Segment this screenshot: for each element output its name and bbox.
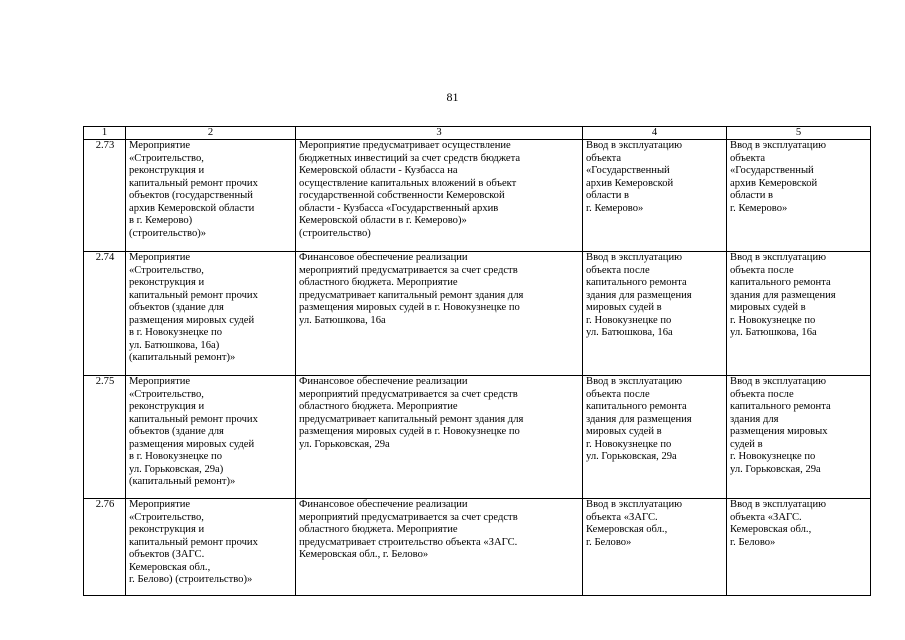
description-line: областного бюджета. Мероприятие bbox=[299, 401, 458, 412]
measure-name-line: капитальный ремонт прочих bbox=[129, 177, 258, 189]
result-line: Ввод в эксплуатацию bbox=[730, 140, 827, 151]
measure-name-line: (строительство)» bbox=[129, 227, 207, 239]
result-line: объекта bbox=[586, 152, 622, 164]
measure-name-line: объектов (государственный bbox=[129, 190, 253, 201]
measure-description-cell bbox=[296, 252, 583, 376]
measure-name-cell bbox=[126, 140, 296, 252]
result-line: г. Новокузнецке по bbox=[730, 314, 816, 326]
measure-name-line: Мероприятие bbox=[129, 499, 191, 510]
result-line: ул. Горьковская, 29а bbox=[586, 451, 677, 462]
description-line: ул. Батюшкова, 16а bbox=[299, 314, 386, 326]
result-cell-col5 bbox=[727, 140, 871, 252]
measure-name-line: (капитальный ремонт)» bbox=[129, 476, 236, 487]
result-cell-col4 bbox=[583, 140, 727, 252]
measure-name-line: «Строительство, bbox=[129, 264, 204, 276]
result-line: объекта «ЗАГС. bbox=[586, 511, 658, 523]
measure-name-line: в г. Кемерово) bbox=[129, 215, 193, 226]
description-line: областного бюджета. Мероприятие bbox=[299, 524, 458, 535]
result-line: здания для размещения bbox=[586, 289, 692, 301]
measures-table bbox=[83, 126, 871, 596]
result-line: «Государственный bbox=[730, 165, 814, 176]
measure-name-line: капитальный ремонт прочих bbox=[129, 413, 258, 425]
table-row bbox=[84, 376, 871, 499]
row-number: 2.76 bbox=[84, 499, 126, 596]
measure-name-line: ул. Батюшкова, 16а) bbox=[129, 339, 220, 351]
measure-name-line: капитальный ремонт прочих bbox=[129, 536, 258, 548]
measure-name-cell bbox=[126, 252, 296, 376]
header-cell-3: 3 bbox=[296, 127, 583, 140]
measure-name-line: Мероприятие bbox=[129, 252, 191, 263]
table-row bbox=[84, 140, 871, 252]
result-line: архив Кемеровской bbox=[586, 177, 674, 189]
table-row bbox=[84, 499, 871, 596]
measure-name-line: «Строительство, bbox=[129, 388, 204, 400]
result-line: «Государственный bbox=[586, 165, 670, 176]
description-line: области - Кузбасса «Государственный архив bbox=[299, 202, 499, 214]
result-cell-col5 bbox=[727, 376, 871, 499]
description-line: Кемеровская обл., г. Белово» bbox=[299, 549, 429, 560]
result-line: Ввод в эксплуатацию bbox=[586, 499, 683, 510]
result-line: ул. Батюшкова, 16а bbox=[730, 327, 817, 338]
result-cell-col4 bbox=[583, 252, 727, 376]
result-line: Ввод в эксплуатацию bbox=[730, 499, 827, 510]
result-line: г. Белово» bbox=[586, 536, 632, 548]
measure-name-line: (капитальный ремонт)» bbox=[129, 352, 236, 363]
description-line: (строительство) bbox=[299, 227, 371, 239]
measure-name-line: в г. Новокузнецке по bbox=[129, 327, 222, 338]
result-line: объекта «ЗАГС. bbox=[730, 511, 802, 523]
measure-name-line: реконструкция и bbox=[129, 165, 205, 176]
result-cell-col5 bbox=[727, 499, 871, 596]
measure-name-line: капитальный ремонт прочих bbox=[129, 289, 258, 301]
result-line: г. Новокузнецке по bbox=[586, 314, 672, 326]
result-line: капитального ремонта bbox=[586, 401, 687, 412]
measure-name-cell bbox=[126, 499, 296, 596]
description-line: осуществление капитальных вложений в объект bbox=[299, 177, 517, 189]
result-line: объекта после bbox=[730, 264, 794, 276]
measure-name-line: Кемеровская обл., bbox=[129, 561, 211, 573]
result-line: капитального ремонта bbox=[586, 277, 687, 288]
measure-name-line: Мероприятие bbox=[129, 140, 191, 151]
measure-name-line: реконструкция и bbox=[129, 524, 205, 535]
description-line: мероприятий предусматривается за счет средств bbox=[299, 264, 518, 276]
result-line: г. Новокузнецке по bbox=[730, 451, 816, 462]
result-line: объекта после bbox=[586, 264, 650, 276]
result-line: капитального ремонта bbox=[730, 401, 831, 412]
measure-name-line: ул. Горьковская, 29а) bbox=[129, 463, 224, 475]
header-cell-4: 4 bbox=[583, 127, 727, 140]
result-line: области в bbox=[730, 190, 774, 201]
result-line: Ввод в эксплуатацию bbox=[730, 252, 827, 263]
result-line: мировых судей в bbox=[586, 302, 662, 313]
description-line: размещения мировых судей в г. Новокузнецке по bbox=[299, 426, 520, 437]
result-cell-col5 bbox=[727, 252, 871, 376]
result-line: мировых судей в bbox=[586, 426, 662, 437]
result-line: Ввод в эксплуатацию bbox=[586, 140, 683, 151]
result-line: объекта после bbox=[586, 388, 650, 400]
description-line: Мероприятие предусматривает осуществление bbox=[299, 140, 511, 151]
result-line: г. Белово» bbox=[730, 536, 776, 548]
result-line: здания для размещения bbox=[586, 413, 692, 425]
measure-name-cell bbox=[126, 376, 296, 499]
row-number: 2.74 bbox=[84, 252, 126, 376]
result-line: мировых судей в bbox=[730, 302, 806, 313]
result-line: объекта bbox=[730, 152, 766, 164]
result-line: ул. Горьковская, 29а bbox=[730, 463, 821, 475]
measure-name-line: объектов (ЗАГС. bbox=[129, 549, 205, 560]
table-row bbox=[84, 252, 871, 376]
description-line: мероприятий предусматривается за счет средств bbox=[299, 511, 518, 523]
description-line: размещения мировых судей в г. Новокузнецке по bbox=[299, 302, 520, 313]
measure-name-line: реконструкция и bbox=[129, 401, 205, 412]
result-cell-col4 bbox=[583, 376, 727, 499]
header-cell-2: 2 bbox=[126, 127, 296, 140]
description-line: Кемеровской области - Кузбасса на bbox=[299, 165, 458, 176]
description-line: предусматривает капитальный ремонт здания для bbox=[299, 413, 524, 425]
result-line: здания для bbox=[730, 413, 779, 425]
header-cell-1: 1 bbox=[84, 127, 126, 140]
measure-name-line: в г. Новокузнецке по bbox=[129, 451, 222, 462]
measure-name-line: г. Белово) (строительство)» bbox=[129, 574, 253, 585]
description-line: Кемеровской области в г. Кемерово)» bbox=[299, 215, 467, 226]
page-number: 81 bbox=[446, 90, 459, 104]
measure-name-line: объектов (здание для bbox=[129, 302, 224, 313]
result-line: размещения мировых bbox=[730, 426, 828, 437]
result-line: здания для размещения bbox=[730, 289, 836, 301]
row-number: 2.73 bbox=[84, 140, 126, 252]
row-number: 2.75 bbox=[84, 376, 126, 499]
measure-name-line: размещения мировых судей bbox=[129, 438, 255, 450]
description-line: областного бюджета. Мероприятие bbox=[299, 277, 458, 288]
description-line: государственной собственности Кемеровской bbox=[299, 190, 505, 201]
result-line: г. Кемерово» bbox=[586, 202, 644, 214]
description-line: мероприятий предусматривается за счет средств bbox=[299, 388, 518, 400]
measure-name-line: реконструкция и bbox=[129, 277, 205, 288]
description-line: Финансовое обеспечение реализации bbox=[299, 376, 468, 387]
result-line: объекта после bbox=[730, 388, 794, 400]
header-cell-5: 5 bbox=[727, 127, 871, 140]
result-line: Ввод в эксплуатацию bbox=[730, 376, 827, 387]
measure-description-cell bbox=[296, 376, 583, 499]
result-cell-col4 bbox=[583, 499, 727, 596]
description-line: Финансовое обеспечение реализации bbox=[299, 499, 468, 510]
result-line: г. Новокузнецке по bbox=[586, 438, 672, 450]
result-line: Кемеровская обл., bbox=[586, 524, 668, 535]
result-line: архив Кемеровской bbox=[730, 177, 818, 189]
table-header-row bbox=[84, 127, 871, 140]
result-line: капитального ремонта bbox=[730, 277, 831, 288]
measure-name-line: объектов (здание для bbox=[129, 426, 224, 437]
result-line: Ввод в эксплуатацию bbox=[586, 252, 683, 263]
measure-name-line: размещения мировых судей bbox=[129, 314, 255, 326]
result-line: Кемеровская обл., bbox=[730, 524, 812, 535]
description-line: бюджетных инвестиций за счет средств бюджета bbox=[299, 152, 521, 164]
result-line: судей в bbox=[730, 438, 763, 450]
result-line: ул. Батюшкова, 16а bbox=[586, 327, 673, 338]
description-line: предусматривает строительство объекта «ЗАГС. bbox=[299, 536, 518, 548]
measure-description-cell bbox=[296, 499, 583, 596]
description-line: Финансовое обеспечение реализации bbox=[299, 252, 468, 263]
measure-name-line: архив Кемеровской области bbox=[129, 202, 255, 214]
result-line: г. Кемерово» bbox=[730, 202, 788, 214]
result-line: области в bbox=[586, 190, 630, 201]
description-line: предусматривает капитальный ремонт здания для bbox=[299, 289, 524, 301]
measure-name-line: «Строительство, bbox=[129, 511, 204, 523]
description-line: ул. Горьковская, 29а bbox=[299, 438, 390, 450]
result-line: Ввод в эксплуатацию bbox=[586, 376, 683, 387]
measure-description-cell bbox=[296, 140, 583, 252]
measure-name-line: Мероприятие bbox=[129, 376, 191, 387]
measure-name-line: «Строительство, bbox=[129, 152, 204, 164]
